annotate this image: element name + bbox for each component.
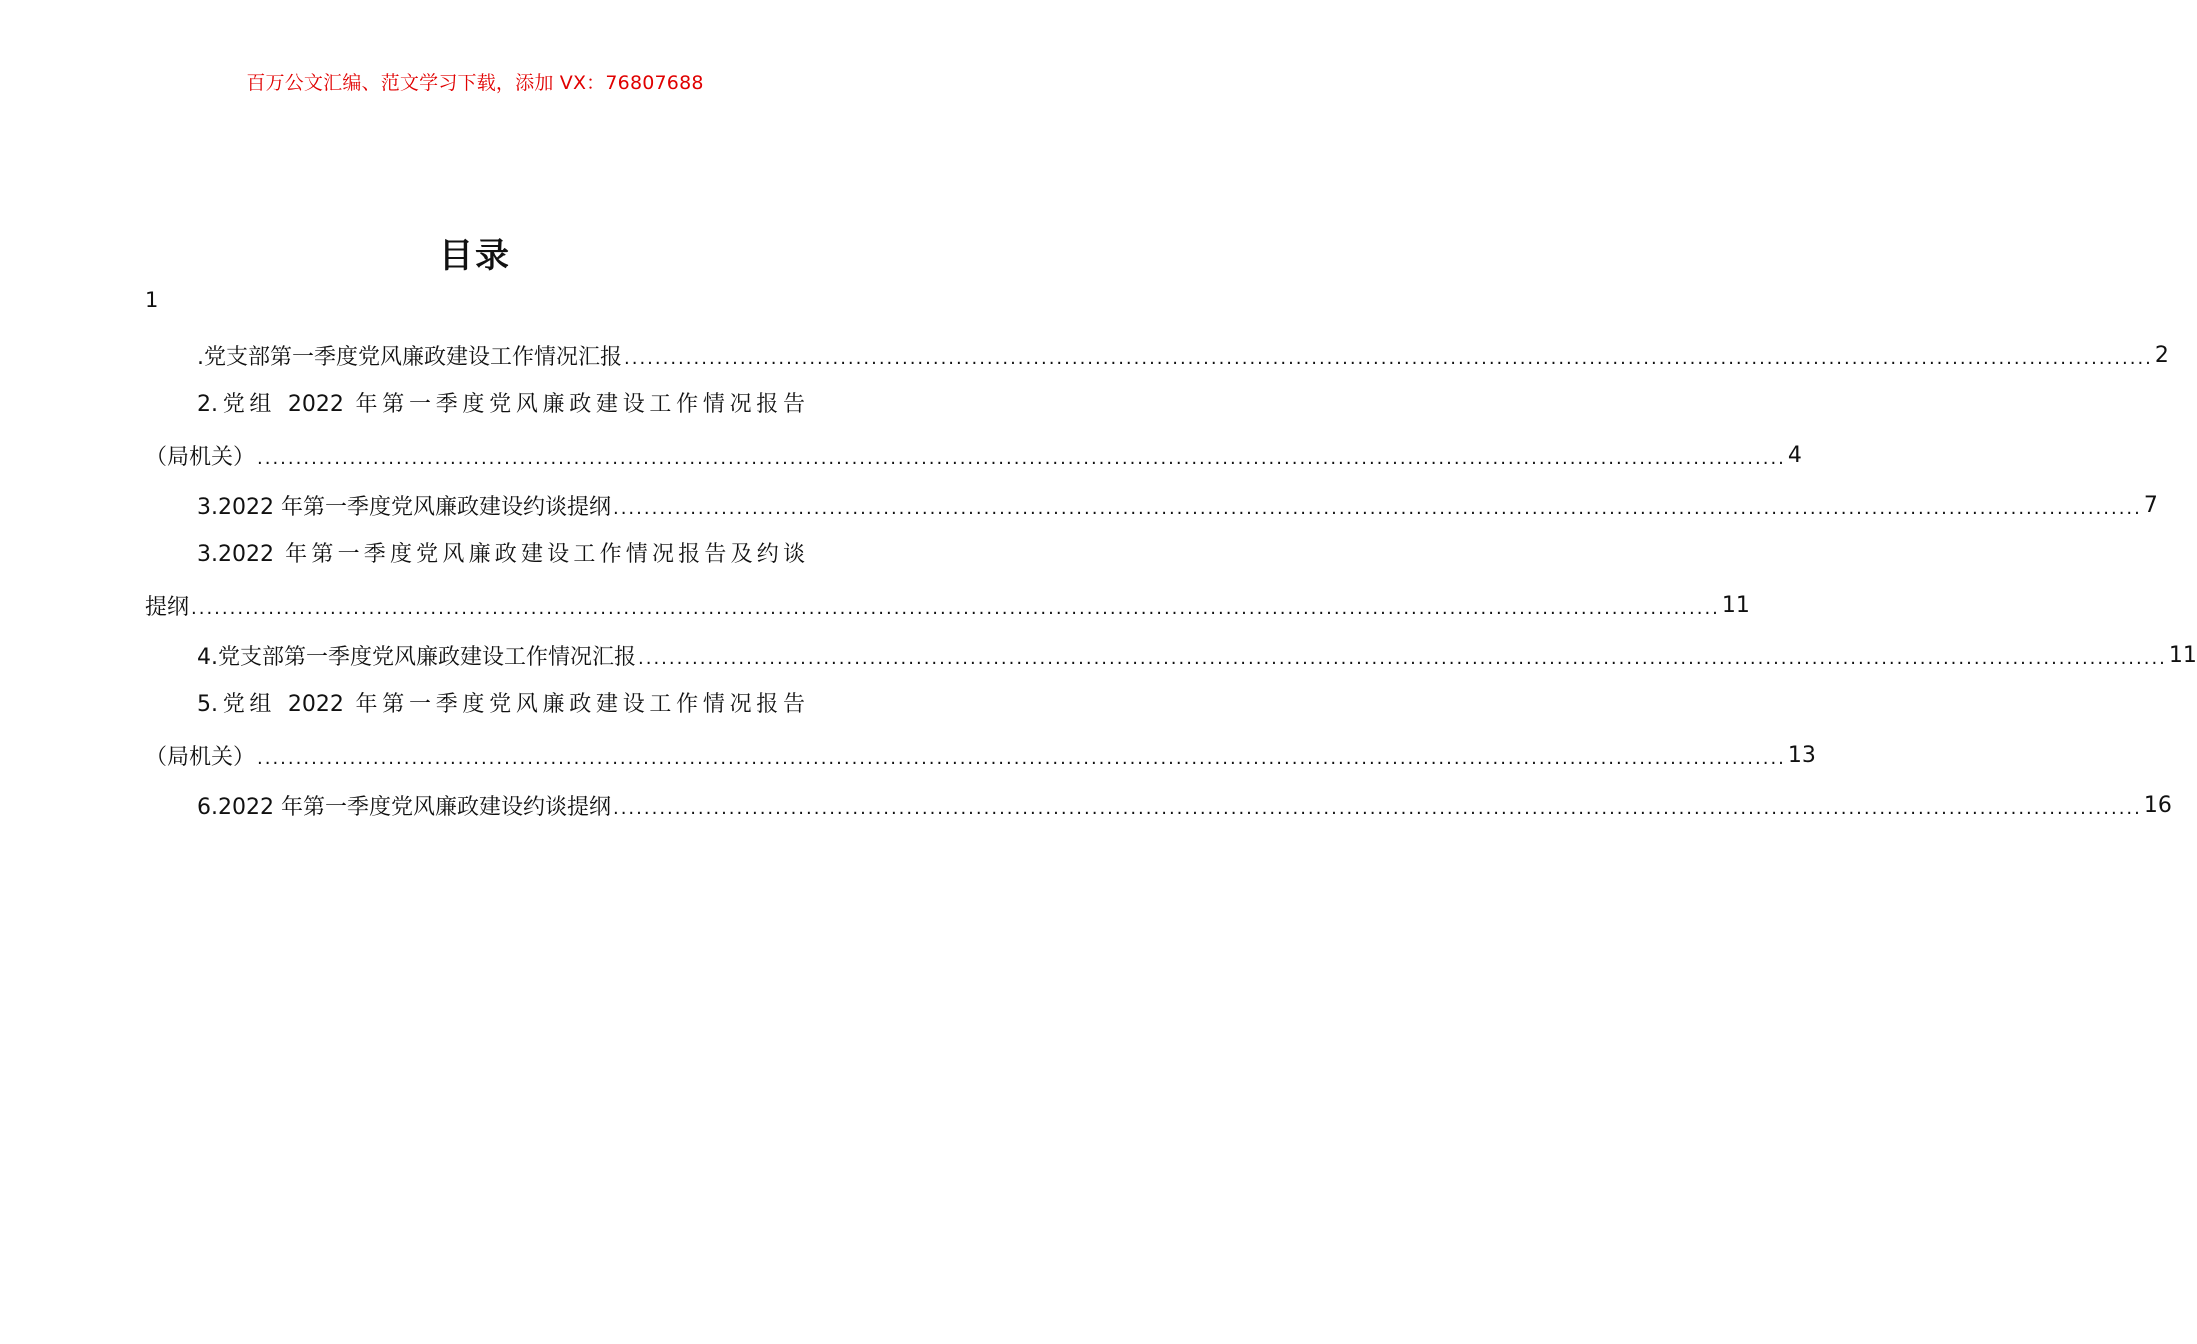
dot-leader: ...................................................................................................................................................................................................... [612, 798, 2142, 819]
stray-number: 1 [145, 288, 159, 312]
toc-entry-title: （局机关） [145, 744, 256, 770]
toc-entry-page: 7 [2143, 492, 2158, 518]
toc-entry-first-line[interactable] [145, 530, 805, 580]
toc-entry-page: 13 [1787, 742, 1816, 768]
dot-leader: ...................................................................................................................................................................................................... [638, 648, 2167, 669]
toc-entry-title-line1: 3.2022 年第一季度党风廉政建设工作情况报告及约谈 [197, 542, 805, 567]
toc-entry-title: 提纲 [145, 594, 190, 620]
dot-leader: ...................................................................................................................................................................................................... [191, 598, 1720, 619]
toc-entry[interactable] [145, 580, 1750, 630]
dot-leader: ...................................................................................................................................................................................................... [624, 348, 2153, 369]
dot-leader: ...................................................................................................................................................................................................... [257, 448, 1786, 469]
toc-entry-title: （局机关） [145, 444, 256, 470]
toc-entry-title: 3.2022 年第一季度党风廉政建设约谈提纲 [197, 494, 611, 520]
toc-entry-page: 2 [2154, 342, 2169, 368]
toc-entry-title: 6.2022 年第一季度党风廉政建设约谈提纲 [197, 794, 611, 820]
toc-entry[interactable] [145, 730, 1816, 780]
toc-entry-page: 11 [2168, 642, 2197, 668]
toc-entry[interactable] [145, 430, 1802, 480]
toc-entry-page: 4 [1787, 442, 1802, 468]
toc-entry[interactable] [145, 630, 2197, 680]
table-of-contents [145, 330, 2197, 830]
toc-entry-page: 16 [2143, 792, 2172, 818]
toc-entry-title-line1: 2.党组 2022 年第一季度党风廉政建设工作情况报告 [197, 392, 805, 417]
header-watermark-note: 百万公文汇编、范文学习下载，添加 VX：76807688 [246, 72, 704, 94]
toc-entry-title-line1: 5.党组 2022 年第一季度党风廉政建设工作情况报告 [197, 692, 805, 717]
toc-entry[interactable] [145, 780, 2172, 830]
dot-leader: ...................................................................................................................................................................................................... [612, 498, 2142, 519]
toc-entry-first-line[interactable] [145, 680, 805, 730]
toc-entry-title: 4.党支部第一季度党风廉政建设工作情况汇报 [197, 644, 636, 670]
toc-entry-first-line[interactable] [145, 380, 805, 430]
toc-entry-page: 11 [1721, 592, 1750, 618]
page-title: 目录 [439, 236, 511, 276]
dot-leader: ...................................................................................................................................................................................................... [257, 748, 1786, 769]
toc-entry-title: .党支部第一季度党风廉政建设工作情况汇报 [197, 344, 622, 370]
toc-entry[interactable] [145, 480, 2158, 530]
toc-entry[interactable] [145, 330, 2169, 380]
